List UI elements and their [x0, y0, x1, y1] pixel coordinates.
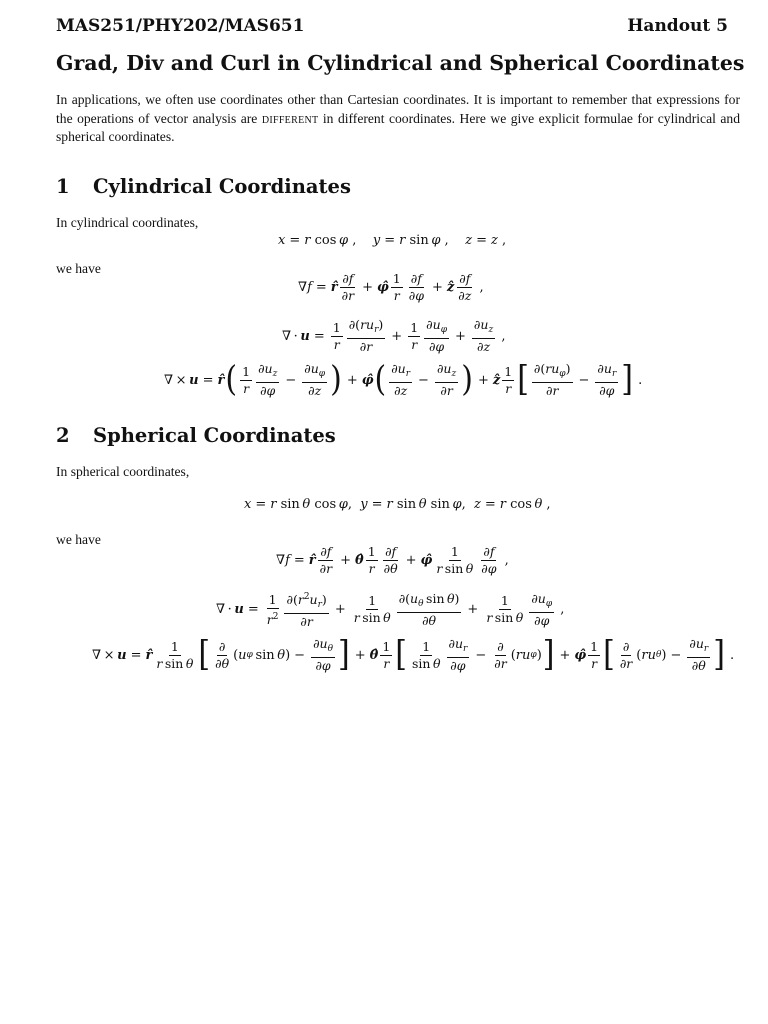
- cylindrical-grad-equation: ∇ f = r̂ $\frac{\partial f}{\partial r}$ + φ̂ $\frac{1}{r}$ $\frac{\partial f}{\partial\varphi}$ + ẑ $\frac{\partial f}{\partial z}$ ,: [298, 271, 484, 303]
- section-number: 1: [56, 175, 70, 198]
- cylindrical-curl-equation: ∇ × u = r̂ ( $\frac{1}{r}$ $\frac{\partial u_z}{\partial\varphi}$ − $\frac{\partial u_\varphi}{\partial z}$ ) + φ̂ ( $\frac{\partial u_r}{\partial z}$ − $\frac{\partial u_z}{\partial r}$ ) + ẑ $\frac{1}{r}$ [ $\frac{\partial(ru_\varphi)}{\partial r}$ − $\frac{\partial u_r}{\partial\varphi}$ ] .: [164, 359, 643, 400]
- spherical-lead: In spherical coordinates,: [56, 464, 190, 479]
- intro-emphasis: different: [261, 110, 319, 126]
- intro-text-before: In applications, we often use coordinates other than Cartesian coordinates. It is important to remember that expressions for the operations of vector analysis are: [56, 92, 740, 126]
- section-heading-spherical: [56, 424, 336, 447]
- spherical-coords-equation: x = r sin θ cos φ , y = r sin θ sin φ , z = r cos θ ,: [244, 497, 551, 512]
- intro-paragraph: [56, 91, 740, 147]
- section-title: Spherical Coordinates: [93, 424, 336, 447]
- cylindrical-coords-equation: x = r cos φ , y = r sin φ , z = z ,: [278, 233, 507, 248]
- intro-text-after: in different coordinates. Here we give explicit formulae for cylindrical and spherical coordinates.: [56, 110, 740, 144]
- cylindrical-we-have: we have: [56, 261, 101, 276]
- cylindrical-lead: In cylindrical coordinates,: [56, 215, 199, 230]
- section-number: 2: [56, 424, 70, 447]
- cylindrical-div-equation: ∇ · u = $\frac{1}{r}$ $\frac{\partial(ru_r)}{\partial r}$ + $\frac{1}{r}$ $\frac{\partial u_\varphi}{\partial\varphi}$ + $\frac{\partial u_z}{\partial z}$ ,: [282, 317, 506, 354]
- handout-number: Handout 5: [627, 16, 728, 36]
- spherical-div-equation: ∇ · u = $\frac{1}{r^2}$ $\frac{\partial(r^2u_r)}{\partial r}$ + $\frac{1}{\text{r sin θ}}$ $\frac{\partial(u_\theta \sin \theta)}{\partial\theta}$ + $\frac{1}{\text{r sin θ}}$ $\frac{\partial u_\varphi}{\partial\varphi}$ ,: [216, 590, 565, 629]
- spherical-curl-equation: ∇ × u = r̂ $\frac{1}{\text{r sin θ}}$ [ $\frac{\partial}{\partial\theta}$ ( u φ sin θ ) − $\frac{\partial u_\theta}{\partial\varphi}$ ] + θ̂ $\frac{1}{r}$ [ $\frac{1}{\text{sin θ}}$ $\frac{\partial u_r}{\partial\varphi}$ − $\frac{\partial}{\partial r}$ ( ru φ ) ] + φ̂ $\frac{1}{r}$ [ $\frac{\partial}{\partial r}$ ( ru θ ) − $\frac{\partial u_r}{\partial\theta}$ ] .: [92, 634, 735, 675]
- section-heading-cylindrical: [56, 175, 351, 198]
- section-title: Cylindrical Coordinates: [93, 175, 351, 198]
- page-title: Grad, Div and Curl in Cylindrical and Spherical Coordinates: [56, 51, 745, 75]
- course-code: MAS251/PHY202/MAS651: [56, 16, 305, 36]
- spherical-grad-equation: ∇ f = r̂ $\frac{\partial f}{\partial r}$ + θ̂ $\frac{1}{r}$ $\frac{\partial f}{\partial\theta}$ + φ̂ $\frac{1}{\text{r sin θ}}$ $\frac{\partial f}{\partial\varphi}$ ,: [276, 544, 509, 576]
- spherical-we-have: we have: [56, 532, 101, 547]
